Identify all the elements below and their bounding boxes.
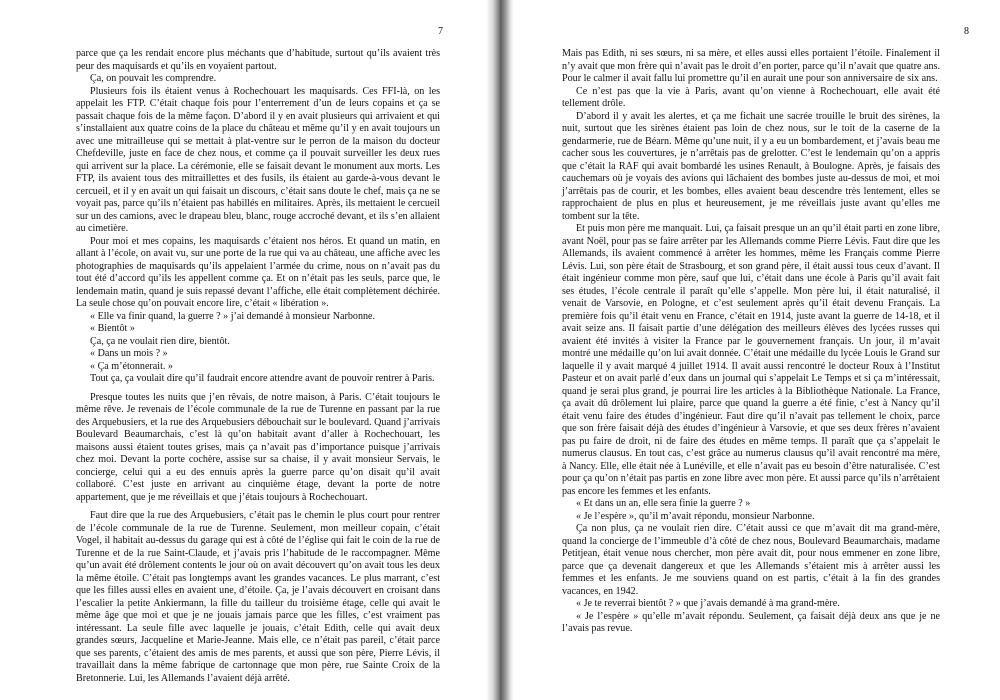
page-body (562, 48, 940, 636)
book-gutter (486, 0, 514, 700)
dialogue-line: « Ça m’étonnerait. » (90, 360, 173, 372)
paragraph: Plusieurs fois ils étaient venus à Rochechouart les maquisards. Ces FFI-là, on les appelait les FTP. C’était chaque fois pour l’enterrement d’un de leurs copains et ça se passait chaque fois de la même façon. D’abord il y en avait plusieurs qui arrivaient et qui s’installaient aux quatre coins de la place du château et même qu’il y en avait toujours un avec une mitrailleuse qui se mettait à plat-ventre sur le perron de la maison du docteur Chefdeville, juste en face de chez nous, et comme ça il pouvait surveiller les deux rues qui arrivent sur la place. La cérémonie, elle se faisait devant le monument aux morts. Les FTP, ils avaient tous des mitraillettes et des fusils, ils étaient au garde-à-vous devant le cercueil, et il y en avait un qui faisait un discours, c’était sans doute le chef, mais ça ne se voyait pas, parce qu’ils n’étaient pas habillés en militaires. Après, ils mettaient le cercueil sur un des camions, avec le drapeau bleu, blanc, rouge accroché devant, et ils s’en allaient au cimetière. (76, 85, 440, 234)
right-page (500, 0, 1000, 700)
paragraph: Ce n’est pas que la vie à Paris, avant qu’on vienne à Rochechouart, elle avait été tellement drôle. (562, 85, 940, 109)
page-number: 7 (438, 26, 443, 37)
paragraph: Tout ça, ça voulait dire qu’il faudrait encore attendre avant de pouvoir rentrer à Paris. (90, 373, 435, 384)
paragraph: Mais pas Edith, ni ses sœurs, ni sa mère, et elles aussi elles portaient l’étoile. Finalement il n’y avait que mon frère qui n’avait pas le droit d’en porter, parce qu’il n’avait que quatre ans. Pour le calmer il avait fallu lui promettre qu’il en aurait une pour son anniversaire de six ans. (562, 48, 940, 84)
paragraph: Et puis mon père me manquait. Lui, ça faisait presque un an qu’il était parti en zone libre, avant Noël, pour pas se faire arrêter par les Allemands comme Pierre Lévis. Faut dire que les Allemands, ils avaient commencé à arrêter les hommes, même les Français comme Pierre Lévis. Lui, son père était de Strasbourg, et son grand père, il était aussi tous ceux d’avant. Il était ingénieur comme mon père, sauf que lui, c’était dans une école à Paris qu’il avait fait ses études, l’école centrale il paraît qu’elle s’appelle. Mon père lui, il était naturalisé, il venait de Varsovie, en Pologne, et c’est seulement après qu’il était devenu Français. La première fois qu’il était venu en France, c’était en 1914, juste avant la guerre de 14-18, et il avait seize ans. Il faisait partie d’une délégation des meilleurs élèves des lycées russes qui avaient été invités à visiter la France par le gouvernement français. Un jour, il m’avait montré une médaille qu’on lui avait donnée. C’était une médaille du lycée Louis le Grand sur laquelle il y avait marqué 4 juillet 1914. Il avait aussi rencontré le docteur Roux à l’Institut Pasteur et on avait parlé d’eux dans un journal qui s’appelait Le Temps et si ça m’intéressait, quand je serai plus grand, je pourrai lire les articles à la Bibliothèque Nationale. La France, ça avait dû drôlement lui plaire, parce que quand la guerre a été finie, c’est à Nancy qu’il était venu faire des études d’ingénieur. Faut dire qu’il n’avait pas tellement le choix, parce que son frère faisait déjà des études d’ingénieur à Varsovie, et que ses deux frères n’avaient pas pu faire de droit, ni de faire des études en même temps. Il paraît que ça s’appelait le numerus clausus. En tout cas, c’est grâce au numerus clausus qu’il avait rencontré ma mère, à Nancy. Elle, elle était née à Lunéville, et elle n’avait pas eu besoin d’être naturalisée. C’est pour ça qu’on n’était pas partis en zone libre avec mon père. Et aussi parce qu’ils n’arrêtaient pas encore les femmes et les enfants. (562, 223, 940, 497)
page-body (76, 48, 440, 685)
paragraph: D’abord il y avait les alertes, et ça me fichait une sacrée trouille le bruit des sirènes, la nuit, surtout que les sirènes étaient pas loin de chez nous, sur le toit de la caserne de la gendarmerie, rue de Béarn. Même qu’une nuit, il y a eu un bombardement, et j’avais beau me cacher sous les couvertures, je n’arrêtais pas de grelotter. C’est le lendemain qu’on a appris que c’était la RAF qui avait bombardé les usines Renault, à Boulogne. Après, je faisais des cauchemars où je voyais des avions qui lâchaient des bombes juste au-dessus de moi, et moi j’arrêtais pas de courir, et les bombes, elles avaient beau descendre très lentement, elles se rapprochaient de plus en plus et heureusement, je me réveillais juste avant qu’elles me tombent sur la tête. (562, 110, 940, 222)
dialogue-line: « Elle va finir quand, la guerre ? » j’ai demandé à monsieur Narbonne. (90, 310, 376, 322)
dialogue-line: « Et dans un an, elle sera finie la guerre ? » (576, 498, 751, 509)
page-number: 8 (964, 26, 969, 37)
dialogue-line: « Dans un mois ? » (90, 348, 168, 359)
dialogue-line: « Je l’espère », qu’il m’avait répondu, monsieur Narbonne. (576, 510, 815, 522)
dialogue-line: « Je l’espère » qu’elle m’avait répondu. Seulement, ça faisait déjà deux ans que je ne l’avais pas revue. (562, 610, 940, 634)
paragraph: Ça, on pouvait les comprendre. (90, 73, 217, 84)
paragraph: parce que ça les rendait encore plus méchants que d’habitude, surtout qu’ils avaient très peur des maquisards et qu’ils en voyaient partout. (76, 48, 440, 72)
dialogue-line: « Je te reverrai bientôt ? » que j’avais demandé à ma grand-mère. (576, 598, 840, 609)
paragraph: Ça non plus, ça ne voulait rien dire. C’était aussi ce que m’avait dit ma grand-mère, quand la concierge de l’immeuble d’à côté de chez nous, Boulevard Beaumarchais, madame Petitjean, était venue nous chercher, mon père avait dit, pour nous emmener en zone libre, parce que ça devenait dangereux et que les Allemands s’étaient mis à arrêter aussi les femmes et les enfants. Je me souviens quand on est partis, c’était à la fin des grandes vacances, en 1942. (562, 523, 940, 597)
paragraph: Pour moi et mes copains, les maquisards c’étaient nos héros. Et quand un matin, en allant à l’école, on avait vu, sur une porte de la rue qui va au château, une affiche avec les photographies de maquisards qu’ils appelaient l’armée du crime, nous on n’avait pas du tout été d’accord qu’ils les appellent comme ça. Et on n’était pas les seuls, parce que, le lendemain matin, quand je suis repassé devant l’affiche, elle était complètement déchirée. La seule chose qu’on pouvait encore lire, c’était « libération ». (76, 235, 440, 309)
paragraph: Presque toutes les nuits que j’en rêvais, de notre maison, à Paris. C’était toujours le même rêve. Je revenais de l’école communale de la rue de Turenne en passant par la rue des Arquebusiers, et la rue des Arquebusiers débouchait sur le boulevard. Quand j’arrivais Boulevard Beaumarchais, c’est là qu’on habitait avant d’aller à Rochechouart, les maisons aussi étaient toutes grises, mais ça n’avait pas d’importance puisque j’arrivais chez moi. Devant la porte cochère, assise sur sa chaise, il y avait monsieur Servais, le concierge, celui qui a eu des ennuis après la guerre parce qu’on disait qu’il avait collaboré. C’est juste en arrivant au cinquième étage, devant la porte de notre appartement, que je me réveillais et que j’étais toujours à Rochechouart. (76, 391, 440, 503)
paragraph: Ça, ça ne voulait rien dire, bientôt. (90, 335, 230, 347)
dialogue-line: « Bientôt » (90, 323, 135, 334)
paragraph: Faut dire que la rue des Arquebusiers, c’était pas le chemin le plus court pour rentrer de l’école communale de la rue de Turenne. Seulement, mon meilleur copain, c’était Vogel, il habitait au-dessus du garage qui est à côté de l’église qui fait le coin de la rue de Turenne et de la rue Saint-Claude, et j’avais pris l’habitude de le raccompagner. Même qu’un avait été drôlement contents le jour où on avait découvert qu’on avait tous les deux la même étoile. C’était pas longtemps avant les grandes vacances. Le plus marrant, c’est que les filles aussi elles en avaient une, d’étoile. Ça, je l’avais découvert en croisant dans l’escalier la petite Ankiermann, la fille du tailleur du troisième étage, celle qui avait le même âge que moi et que je ne jouais jamais parce que les filles, c’est vraiment pas intéressant. La seule fille avec laquelle je jouais, c’était Edith, celle qui avait deux grandes sœurs, Jacqueline et Marie-Jeanne. Mais elle, ce n’était pas pareil, c’était parce que ses parents, c’étaient des amis de mes parents, et aussi que son père, Pierre Lévis, il travaillait dans la même fabrique de cartonnage que mon père, rue Sainte Croix de la Bretonnerie. Lui, les Allemands l’avaient déjà arrêté. (76, 510, 440, 684)
